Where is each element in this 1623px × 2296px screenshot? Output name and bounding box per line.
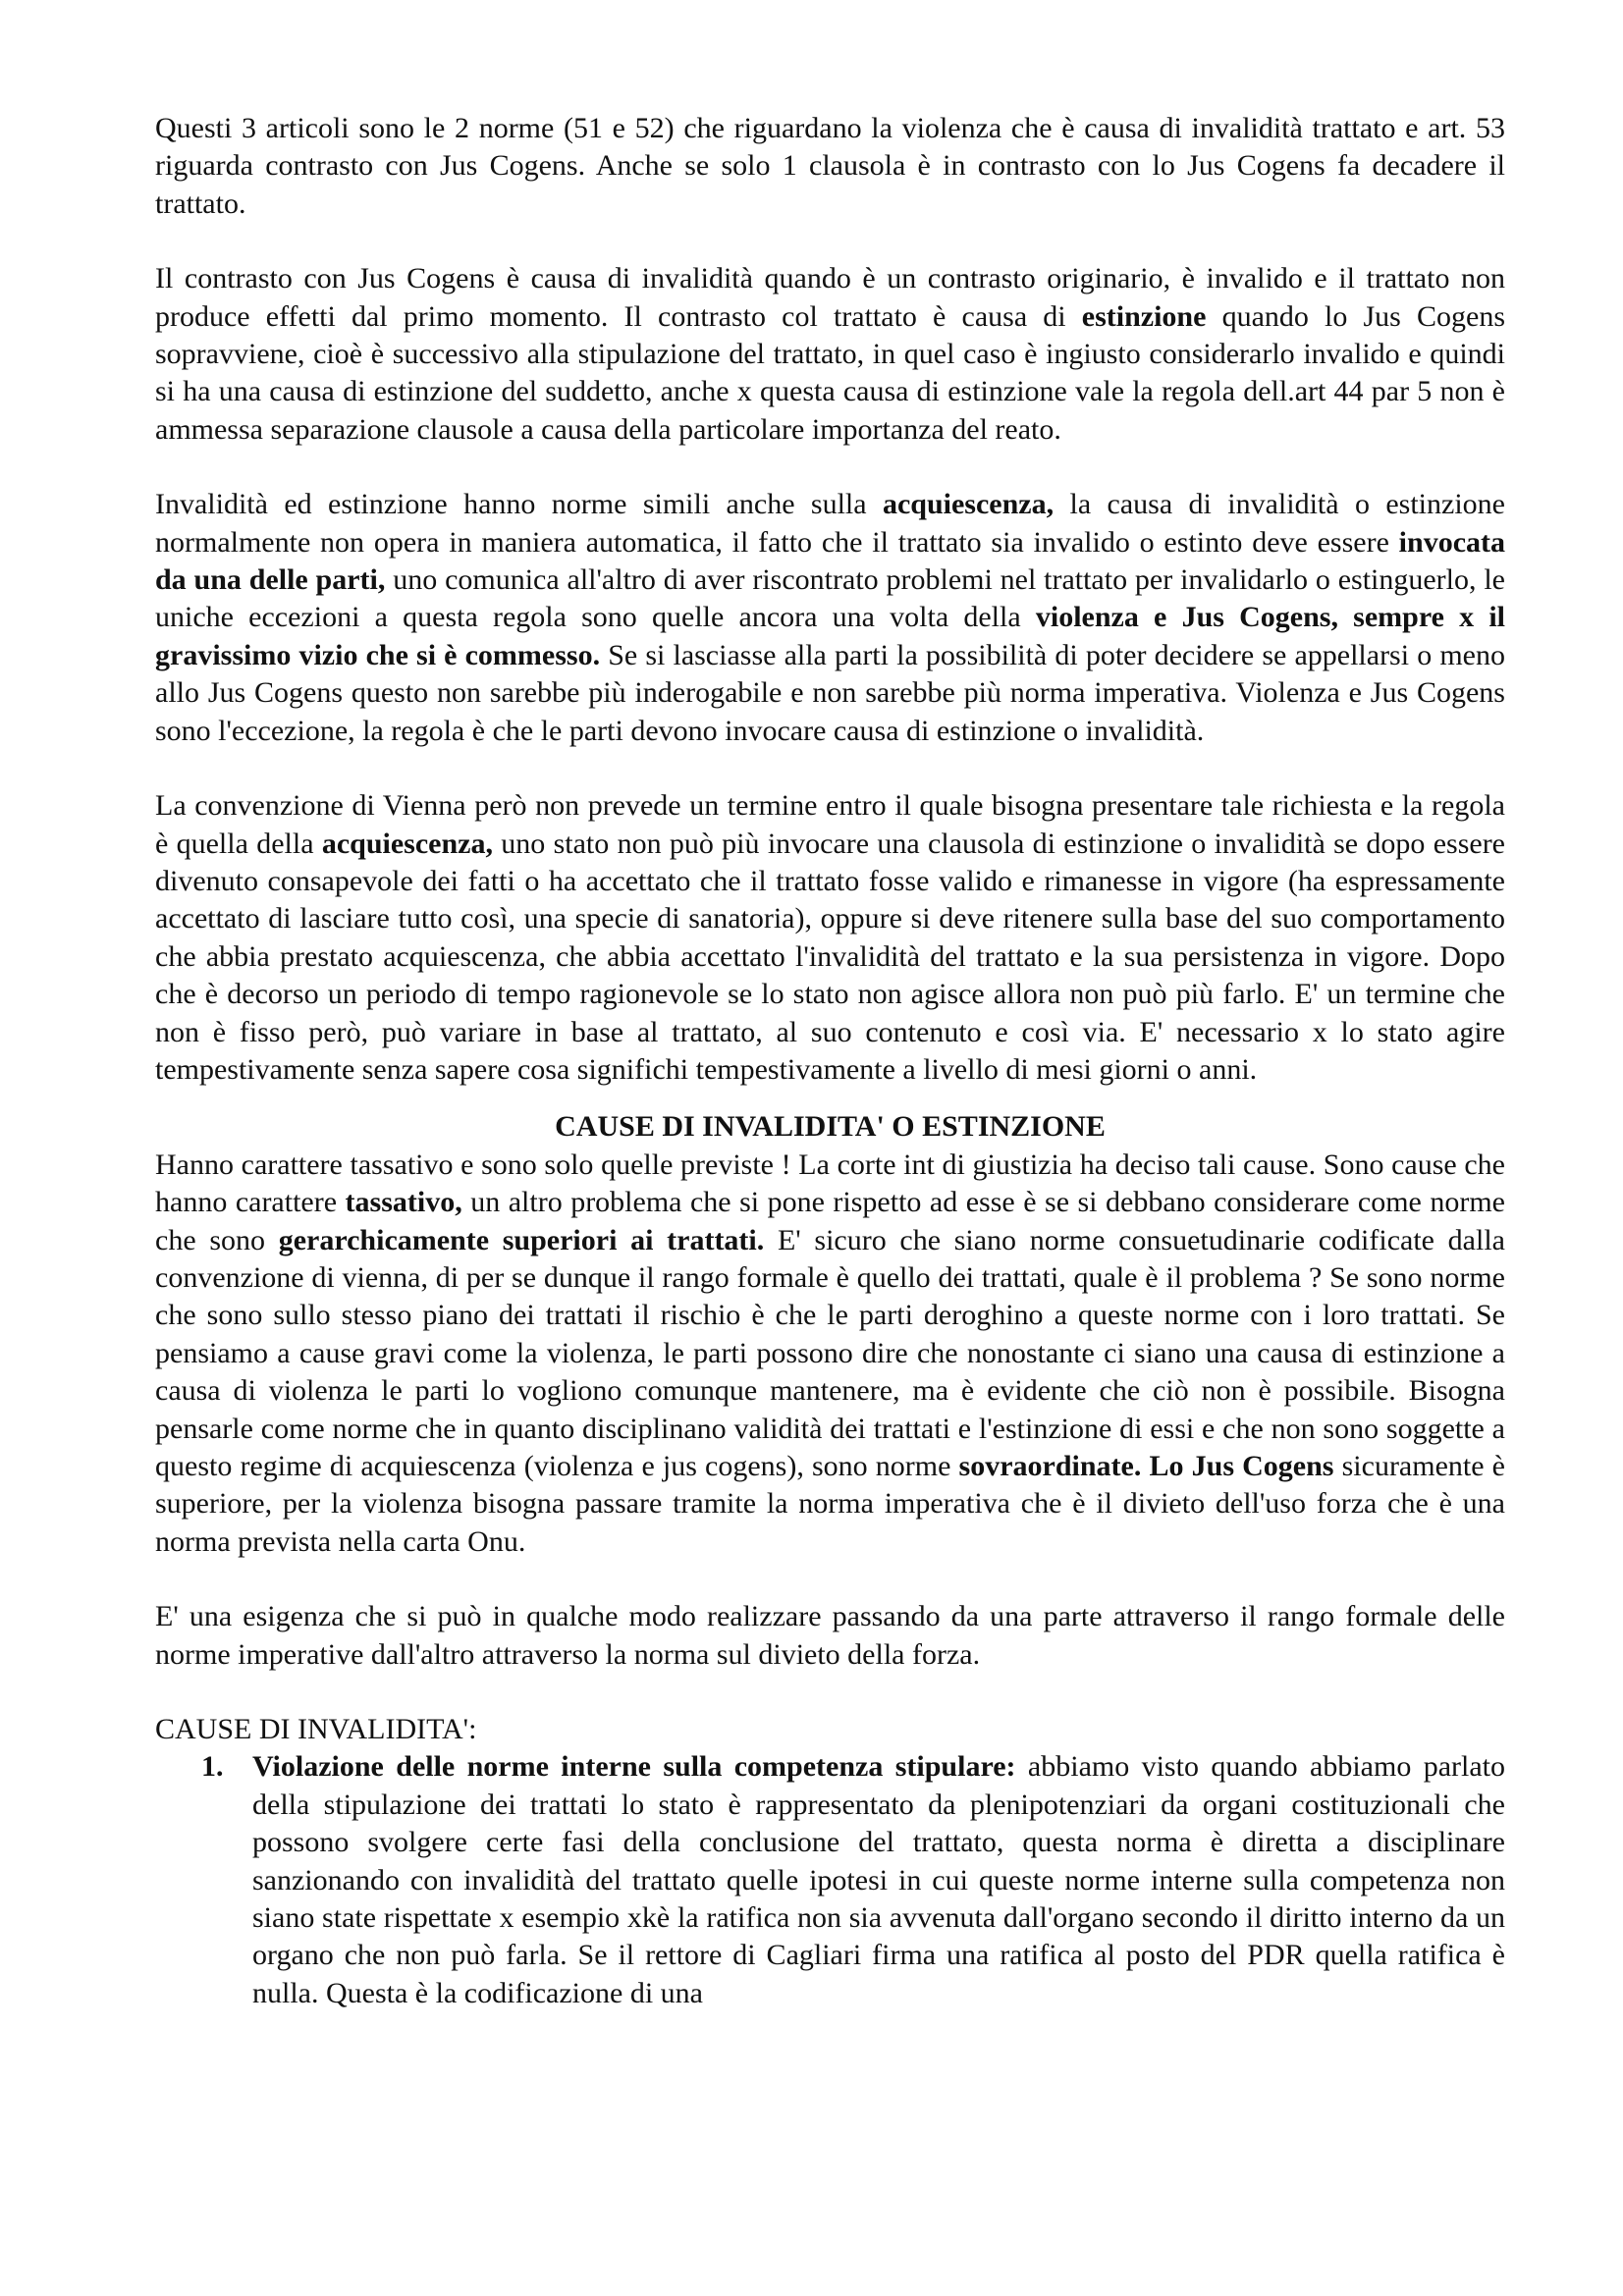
paragraph-1 xyxy=(155,110,1505,223)
text-run: Hanno carattere tassativo e sono solo quelle previste ! La corte int di giustizia ha deciso tali cause. Sono cause che hanno carattere xyxy=(155,1148,1505,1219)
text-run: uno stato non può più invocare una clausola di estinzione o invalidità se dopo essere divenuto consapevole dei fatti o ha accettato che il trattato fosse valido e rimanesse in vigore (ha espressamente accettato di lasciare tutto così, una specie di sanatoria), oppure si deve ritenere sulla base del suo comportamento che abbia prestato acquiescenza, che abbia accettato l'invalidità del trattato e la sua persistenza in vigore. Dopo che è decorso un periodo di tempo ragionevole se lo stato non agisce allora non può più farlo. E' un termine che non è fisso però, può variare in base al trattato, al suo contenuto e così via. E' necessario x lo stato agire tempestivamente senza sapere cosa significhi tempestivamente a livello di mesi giorni o anni. xyxy=(155,827,1505,1086)
bold-term-sovraordinate: sovraordinate. Lo Jus Cogens xyxy=(958,1450,1334,1482)
list-item xyxy=(201,1748,1505,2012)
paragraph-4 xyxy=(155,787,1505,1089)
text-run: quando lo Jus Cogens sopravviene, cioè è successivo alla stipulazione del trattato, in quel caso è ingiusto considerarlo invalido e quindi si ha una causa di estinzione del suddetto, anche x questa causa di estinzione vale la regola dell.art 44 par 5 non è ammessa separazione clausole a causa della particolare importanza del reato. xyxy=(155,299,1506,446)
bold-term-violenza: violenza e Jus Cogens, sempre x il gravissimo vizio che si è commesso. xyxy=(155,601,1505,671)
paragraph-3 xyxy=(155,486,1505,750)
bold-term-invocata: invocata da una delle parti, xyxy=(155,525,1505,597)
text-run: Il contrasto con Jus Cogens è causa di invalidità quando è un contrasto originario, è invalido e il trattato non produce effetti dal primo momento. Il contrasto col trattato è causa di xyxy=(155,262,1505,333)
text-run: un altro problema che si pone rispetto ad esse è se si debbano considerare come norme che sono xyxy=(155,1186,1505,1256)
text-run: la causa di invalidità o estinzione normalmente non opera in maniera automatica, il fatto che il trattato sia invalido o estinto deve essere xyxy=(155,488,1505,559)
list-number: 1. xyxy=(201,1750,224,1784)
bold-term-acquiescenza: acquiescenza, xyxy=(321,827,493,860)
text-run: La convenzione di Vienna però non prevede un termine entro il quale bisogna presentare tale richiesta e la regola è quella della xyxy=(155,789,1505,860)
paragraph-6 xyxy=(155,1598,1505,1674)
text-run: E' una esigenza che si può in qualche modo realizzare passando da una parte attraverso il rango formale delle norme imperative dall'altro attraverso la norma sul divieto della forza. xyxy=(155,1600,1505,1671)
subheading: CAUSE DI INVALIDITA': xyxy=(155,1713,477,1746)
text-run: abbiamo visto quando abbiamo parlato della stipulazione dei trattati lo stato è rappresentato da plenipotenziari da organi costituzionali che possono svolgere certe fasi della conclusione del trattato, questa norma è diretta a disciplinare sanzionando con invalidità del trattato quelle ipotesi in cui queste norme interne sulla competenza non siano state rispettate x esempio xkè la ratifica non sia avvenuta dall'organo secondo il diritto interno da un organo che non può farla. Se il rettore di Cagliari firma una ratifica al posto del PDR quella ratifica è nulla. Questa è la codificazione di una xyxy=(252,1750,1505,2009)
section-heading: CAUSE DI INVALIDITA' O ESTINZIONE xyxy=(555,1110,1106,1144)
text-run: uno comunica all'altro di aver riscontrato problemi nel trattato per invalidarlo o estinguerlo, le uniche eccezioni a questa regola sono quelle ancora una volta della xyxy=(155,563,1505,634)
paragraph-5 xyxy=(155,1147,1505,1561)
text-run: Questi 3 articoli sono le 2 norme (51 e 52) che riguardano la violenza che è causa di invalidità trattato e art. 53 riguarda contrasto con Jus Cogens. Anche se solo 1 clausola è in contrasto con lo Jus Cogens fa decadere il trattato. xyxy=(155,112,1505,220)
document-page xyxy=(155,110,1505,2012)
bold-term-estinzione: estinzione xyxy=(1081,299,1207,333)
paragraph-2 xyxy=(155,260,1505,449)
causes-list xyxy=(155,1748,1505,2012)
text-run: Invalidità ed estinzione hanno norme simili anche sulla xyxy=(155,488,883,521)
bold-term-gerarchicamente: gerarchicamente superiori ai trattati. xyxy=(278,1223,765,1256)
text-run: sicuramente è superiore, per la violenza bisogna passare tramite la norma imperativa che è il divieto dell'uso forza che è una norma prevista nella carta Onu. xyxy=(155,1450,1505,1558)
list-item-title: Violazione delle norme interne sulla competenza stipulare: xyxy=(252,1750,1016,1784)
bold-term-acquiescenza: acquiescenza, xyxy=(882,488,1055,521)
bold-term-tassativo: tassativo, xyxy=(345,1186,462,1219)
text-run: E' sicuro che siano norme consuetudinarie codificate dalla convenzione di vienna, di per se dunque il rango formale è quello dei trattati, quale è il problema ? Se sono norme che sono sullo stesso piano dei trattati il rischio è che le parti deroghino a queste norme con i loro trattati. Se pensiamo a cause gravi come la violenza, le parti possono dire che nonostante ci siano una causa di estinzione a causa di violenza le parti lo vogliono comunque mantenere, ma è evidente che ciò non è possibile. Bisogna pensarle come norme che in quanto disciplinano validità dei trattati e l'estinzione di essi e che non sono soggette a questo regime di acquiescenza (violenza e jus cogens), sono norme xyxy=(155,1223,1505,1482)
text-run: Se si lasciasse alla parti la possibilità di poter decidere se appellarsi o meno allo Jus Cogens questo non sarebbe più inderogabile e non sarebbe più norma imperativa. Violenza e Jus Cogens sono l'eccezione, la regola è che le parti devono invocare causa di estinzione o invalidità. xyxy=(155,638,1505,747)
